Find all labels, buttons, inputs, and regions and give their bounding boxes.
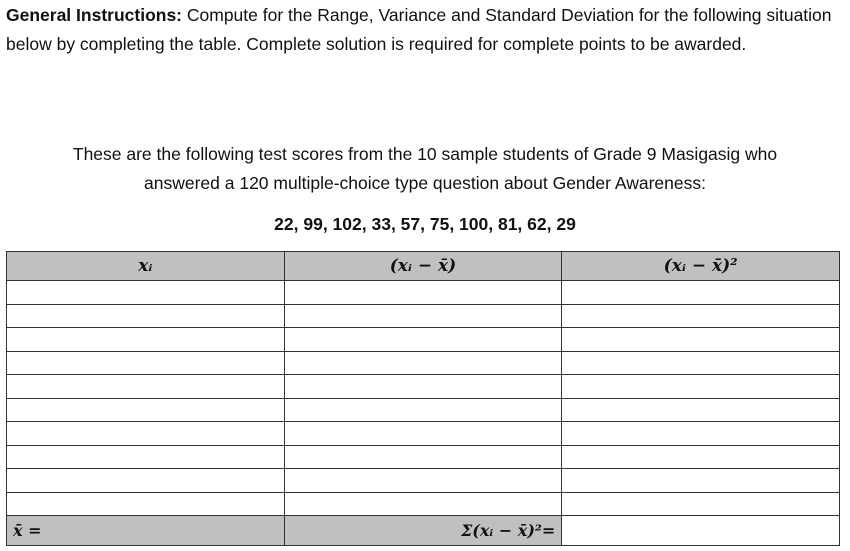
table-row xyxy=(7,469,840,493)
xi-cell[interactable] xyxy=(7,445,285,469)
squared-deviation-cell[interactable] xyxy=(562,422,840,446)
xi-cell[interactable] xyxy=(7,492,285,516)
table-row xyxy=(7,281,840,305)
instructions-label: General Instructions: xyxy=(6,5,183,25)
deviation-cell[interactable] xyxy=(284,422,562,446)
header-squared-deviation: (xᵢ − x̄)² xyxy=(562,252,840,281)
header-xi: xᵢ xyxy=(7,252,285,281)
squared-deviation-cell[interactable] xyxy=(562,375,840,399)
header-deviation: (xᵢ − x̄) xyxy=(284,252,562,281)
squared-deviation-cell[interactable] xyxy=(562,445,840,469)
deviation-cell[interactable] xyxy=(284,351,562,375)
squared-deviation-cell[interactable] xyxy=(562,398,840,422)
sum-squares-label: Σ(xᵢ − x̄)²= xyxy=(284,516,562,546)
xi-cell[interactable] xyxy=(7,328,285,352)
table-header-row xyxy=(7,252,840,281)
xi-cell[interactable] xyxy=(7,304,285,328)
problem-description xyxy=(0,140,850,198)
deviation-cell[interactable] xyxy=(284,445,562,469)
general-instructions xyxy=(6,1,846,59)
deviation-cell[interactable] xyxy=(284,328,562,352)
description-line-1: These are the following test scores from the 10 sample students of Grade 9 Masigasig who xyxy=(72,144,778,164)
deviation-cell[interactable] xyxy=(284,375,562,399)
deviation-cell[interactable] xyxy=(284,469,562,493)
computation-table xyxy=(6,251,840,546)
xi-cell[interactable] xyxy=(7,422,285,446)
squared-deviation-cell[interactable] xyxy=(562,469,840,493)
table-row xyxy=(7,328,840,352)
table-row xyxy=(7,398,840,422)
table-row xyxy=(7,445,840,469)
xi-cell[interactable] xyxy=(7,351,285,375)
deviation-cell[interactable] xyxy=(284,398,562,422)
table-row xyxy=(7,492,840,516)
xi-cell[interactable] xyxy=(7,398,285,422)
deviation-cell[interactable] xyxy=(284,281,562,305)
squared-deviation-cell[interactable] xyxy=(562,281,840,305)
table-row xyxy=(7,375,840,399)
squared-deviation-cell[interactable] xyxy=(562,492,840,516)
description-line-2: answered a 120 multiple-choice type question about Gender Awareness: xyxy=(144,173,706,193)
table-row xyxy=(7,304,840,328)
mean-label: x̄ = xyxy=(7,516,285,546)
test-scores: 22, 99, 102, 33, 57, 75, 100, 81, 62, 29 xyxy=(274,214,576,234)
deviation-cell[interactable] xyxy=(284,492,562,516)
instructions-text: Compute for the Range, Variance and Standard Deviation for the following situation below by completing the table. Complete solution is required for complete points to be awarded. xyxy=(6,5,832,54)
squared-deviation-cell[interactable] xyxy=(562,351,840,375)
squared-deviation-cell[interactable] xyxy=(562,328,840,352)
squared-deviation-cell[interactable] xyxy=(562,304,840,328)
xi-cell[interactable] xyxy=(7,469,285,493)
table-row xyxy=(7,351,840,375)
xi-cell[interactable] xyxy=(7,375,285,399)
xi-cell[interactable] xyxy=(7,281,285,305)
sum-squares-answer-cell[interactable] xyxy=(562,516,840,546)
table-row xyxy=(7,422,840,446)
deviation-cell[interactable] xyxy=(284,304,562,328)
table-footer-row xyxy=(7,516,840,546)
